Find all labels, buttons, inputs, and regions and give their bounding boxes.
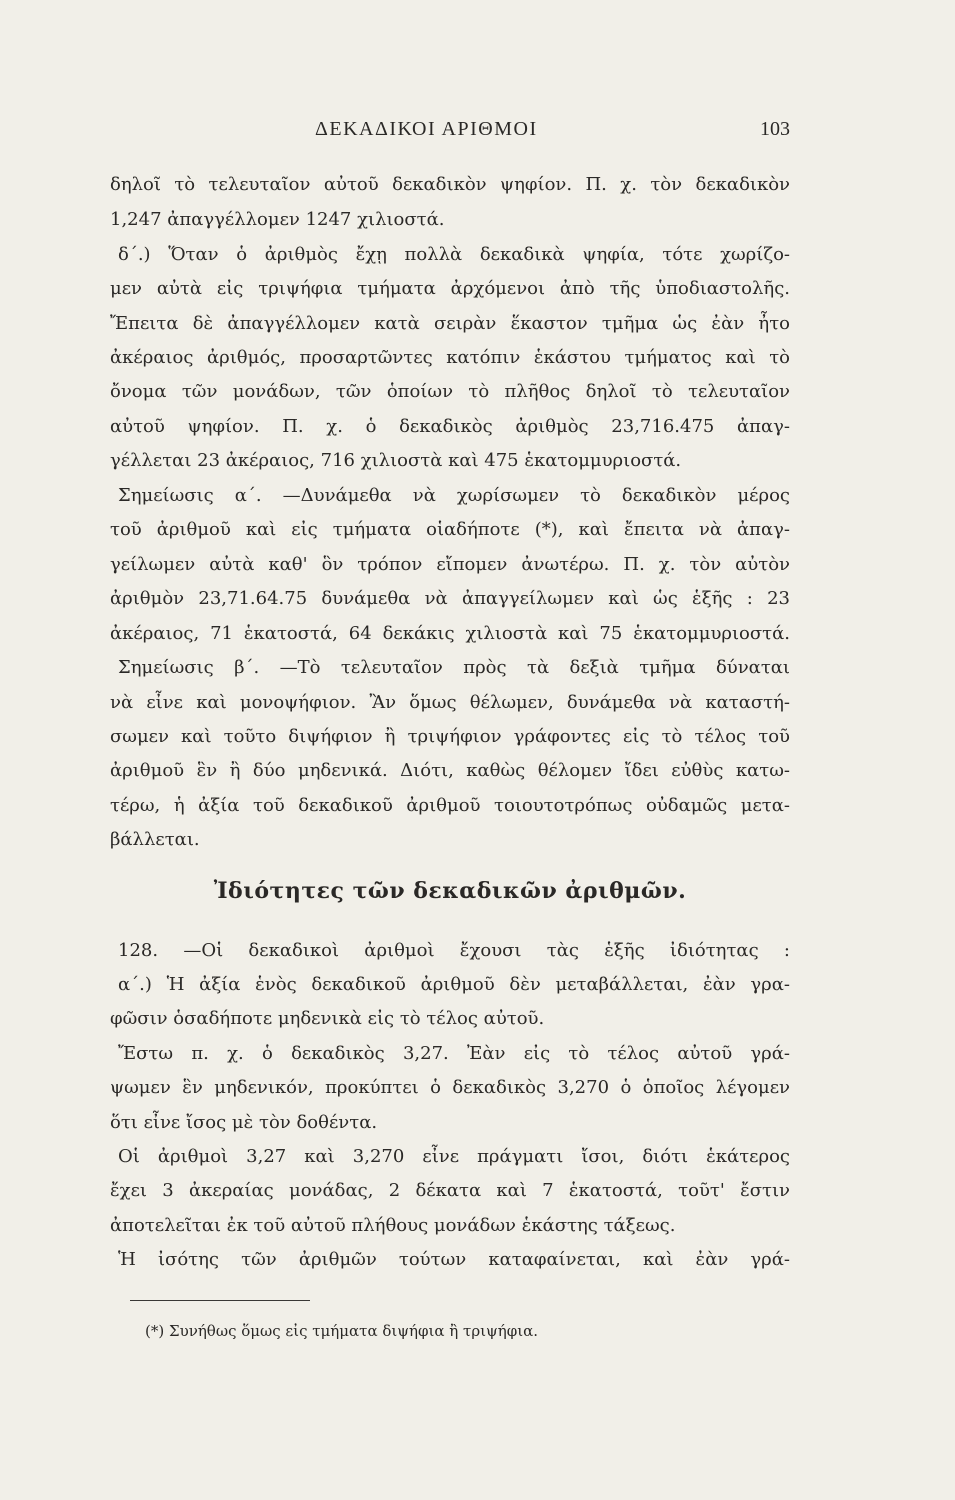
- text-line: Ἡ ἰσότης τῶν ἀριθμῶν τούτων καταφαίνεται, καὶ ἐὰν γρά-: [118, 1249, 790, 1270]
- text-line: τέρω, ἡ ἀξία τοῦ δεκαδικοῦ ἀριθμοῦ τοιουτοτρόπως οὐδαμῶς μετα-: [110, 795, 790, 816]
- text-line: Σημείωσις α΄. —Δυνάμεθα νὰ χωρίσωμεν τὸ δεκαδικὸν μέρος: [118, 485, 790, 506]
- text-line: νὰ εἶνε καὶ μονοψήφιον. Ἂν ὅμως θέλωμεν, δυνάμεθα νὰ καταστή-: [110, 692, 790, 713]
- section-heading: Ἰδιότητες τῶν δεκαδικῶν ἀριθμῶν.: [213, 878, 687, 904]
- text-line: φῶσιν ὁσαδήποτε μηδενικὰ εἰς τὸ τέλος αὐτοῦ.: [110, 1008, 545, 1029]
- page-header: [110, 118, 790, 148]
- text-line: 128. —Οἱ δεκαδικοὶ ἀριθμοὶ ἔχουσι τὰς ἑξῆς ἰδιότητας :: [118, 940, 790, 961]
- text-line: δ΄.) Ὅταν ὁ ἀριθμὸς ἔχῃ πολλὰ δεκαδικὰ ψηφία, τότε χωρίζο-: [118, 244, 790, 265]
- text-line: α΄.) Ἡ ἀξία ἑνὸς δεκαδικοῦ ἀριθμοῦ δὲν μεταβάλλεται, ἐὰν γρα-: [118, 974, 790, 995]
- text-line: αὐτοῦ ψηφίον. Π. χ. ὁ δεκαδικὸς ἀριθμὸς 23,716.475 ἀπαγ-: [110, 416, 790, 437]
- text-line: ἀριθμοῦ ἓν ἢ δύο μηδενικά. Διότι, καθὼς θέλομεν ἴδει εὐθὺς κατω-: [110, 760, 790, 781]
- text-line: τοῦ ἀριθμοῦ καὶ εἰς τμήματα οἱαδήποτε (*), καὶ ἔπειτα νὰ ἀπαγ-: [110, 519, 790, 540]
- running-title: ΔΕΚΑΔΙΚΟΙ ΑΡΙΘΜΟΙ: [315, 118, 538, 140]
- text-line: Σημείωσις β΄. —Τὸ τελευταῖον πρὸς τὰ δεξιὰ τμῆμα δύναται: [118, 657, 790, 678]
- text-line: ψωμεν ἓν μηδενικόν, προκύπτει ὁ δεκαδικὸς 3,270 ὁ ὁποῖος λέγομεν: [110, 1077, 790, 1098]
- text-line: γείλωμεν αὐτὰ καθ' ὃν τρόπον εἴπομεν ἀνωτέρω. Π. χ. τὸν αὐτὸν: [110, 554, 790, 575]
- text-line: ἀποτελεῖται ἐκ τοῦ αὐτοῦ πλήθους μονάδων ἑκάστης τάξεως.: [110, 1215, 676, 1236]
- text-line: βάλλεται.: [110, 829, 200, 850]
- text-line: ὄνομα τῶν μονάδων, τῶν ὁποίων τὸ πλῆθος δηλοῖ τὸ τελευταῖον: [110, 381, 790, 402]
- text-line: 1,247 ἀπαγγέλλομεν 1247 χιλιοστά.: [110, 209, 445, 230]
- text-line: ὅτι εἶνε ἴσος μὲ τὸν δοθέντα.: [110, 1112, 378, 1133]
- text-line: Ἔστω π. χ. ὁ δεκαδικὸς 3,27. Ἐὰν εἰς τὸ τέλος αὐτοῦ γρά-: [118, 1043, 790, 1064]
- page-number: 103: [760, 118, 790, 140]
- text-line: σωμεν καὶ τοῦτο διψήφιον ἢ τριψήφιον γράφοντες εἰς τὸ τέλος τοῦ: [110, 726, 790, 747]
- text-line: ἀκέραιος, 71 ἑκατοστά, 64 δεκάκις χιλιοστὰ καὶ 75 ἑκατομμυριοστά.: [110, 623, 790, 644]
- text-line: ἔχει 3 ἀκεραίας μονάδας, 2 δέκατα καὶ 7 ἑκατοστά, τοῦτ' ἔστιν: [110, 1180, 790, 1201]
- text-line: γέλλεται 23 ἀκέραιος, 716 χιλιοστὰ καὶ 475 ἑκατομμυριοστά.: [110, 450, 682, 471]
- footnote: (*) Συνήθως ὅμως εἰς τμήματα διψήφια ἢ τριψήφια.: [145, 1322, 539, 1340]
- text-line: δηλοῖ τὸ τελευταῖον αὐτοῦ δεκαδικὸν ψηφίον. Π. χ. τὸν δεκαδικὸν: [110, 174, 790, 195]
- text-line: μεν αὐτὰ εἰς τριψήφια τμήματα ἀρχόμενοι ἀπὸ τῆς ὑποδιαστολῆς.: [110, 278, 790, 299]
- text-line: ἀριθμὸν 23,71.64.75 δυνάμεθα νὰ ἀπαγγείλωμεν καὶ ὡς ἑξῆς : 23: [110, 588, 790, 609]
- text-line: ἀκέραιος ἀριθμός, προσαρτῶντες κατόπιν ἑκάστου τμήματος καὶ τὸ: [110, 347, 790, 368]
- text-line: Οἱ ἀριθμοὶ 3,27 καὶ 3,270 εἶνε πράγματι ἴσοι, διότι ἑκάτερος: [118, 1146, 790, 1167]
- text-line: Ἔπειτα δὲ ἀπαγγέλλομεν κατὰ σειρὰν ἕκαστον τμῆμα ὡς ἐὰν ἦτο: [110, 313, 790, 334]
- footnote-rule: [130, 1300, 310, 1301]
